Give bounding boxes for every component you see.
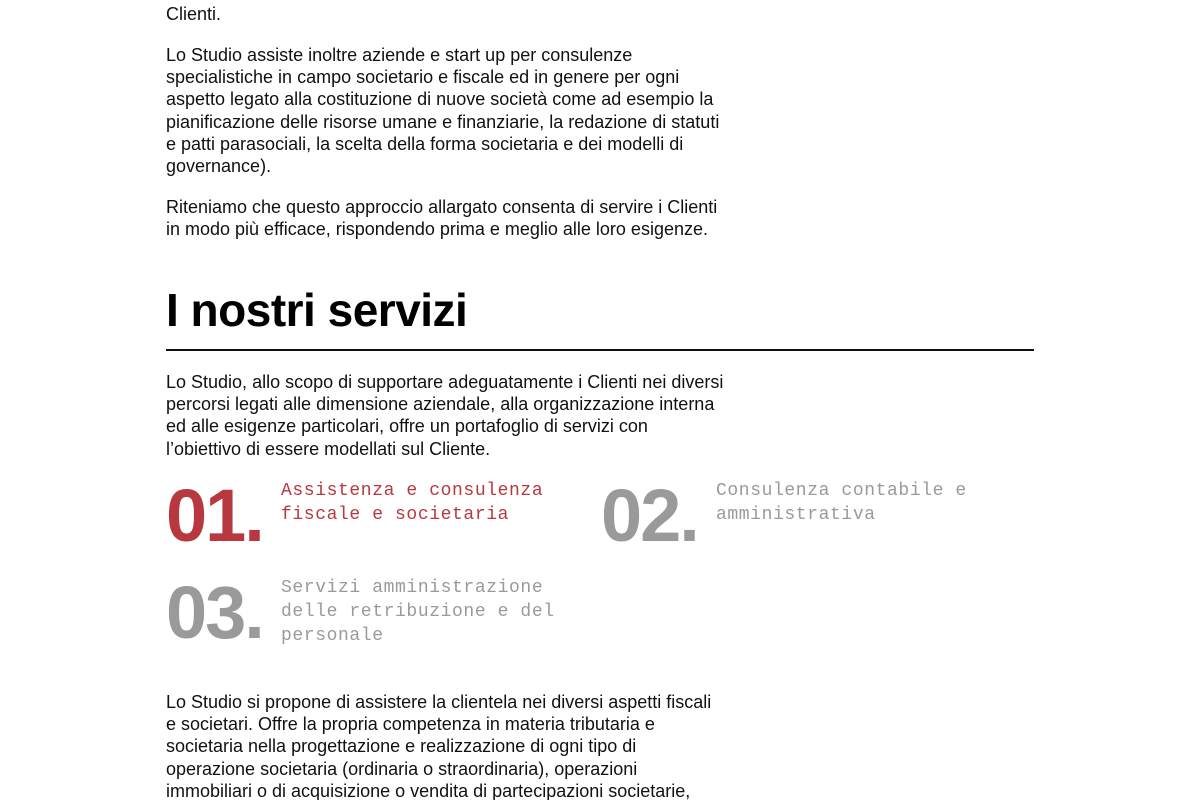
intro-paragraph-partial: Clienti. xyxy=(166,4,222,24)
intro-paragraph-startups: Lo Studio assiste inoltre aziende e start up per consulenze specialistiche in campo societario e fiscale ed in genere per ogni aspetto legato alla costituzione di nuove società come ad esempio la pianificazione delle risorse umane e finanziarie, la redazione di statuti e patti parasociali, la scelta della forma societaria e dei modelli di governance). xyxy=(166,45,720,177)
service-label: Assistenza e consulenza fiscale e societaria xyxy=(281,481,544,525)
section-divider xyxy=(166,349,1034,351)
service-number: 03. xyxy=(166,571,263,654)
service-detail-paragraph: Lo Studio si propone di assistere la clientela nei diversi aspetti fiscali e societari. Offre la propria competenza in materia tributaria e societaria nella progettazione e realizzazione di ogni tipo di operazione societaria (ordinaria o straordinaria), operazioni immobiliari o di acquisizione o vendita di partecipazioni societarie, xyxy=(166,692,712,800)
intro-paragraph-approach: Riteniamo che questo approccio allargato consenta di servire i Clienti in modo più efficace, rispondendo prima e meglio alle loro esigenze. xyxy=(166,197,718,240)
services-description: Lo Studio, allo scopo di supportare adeguatamente i Clienti nei diversi percorsi legati alle dimensione aziendale, alla organizzazione interna ed alle esigenze particolari, offre un portafoglio di servizi con l’obiettivo di essere modellati sul Cliente. xyxy=(166,372,724,459)
services-title: I nostri servizi xyxy=(166,284,468,336)
service-label: Servizi amministrazione delle retribuzione e del personale xyxy=(281,578,555,646)
service-tab-retribuzione-personale[interactable] xyxy=(166,571,576,654)
service-tab-fiscale-societaria[interactable] xyxy=(166,474,576,557)
service-number: 01. xyxy=(166,474,263,557)
service-label: Consulenza contabile e amministrativa xyxy=(716,481,967,525)
service-number: 02. xyxy=(601,474,698,557)
service-tab-contabile-amministrativa[interactable] xyxy=(601,474,1011,557)
